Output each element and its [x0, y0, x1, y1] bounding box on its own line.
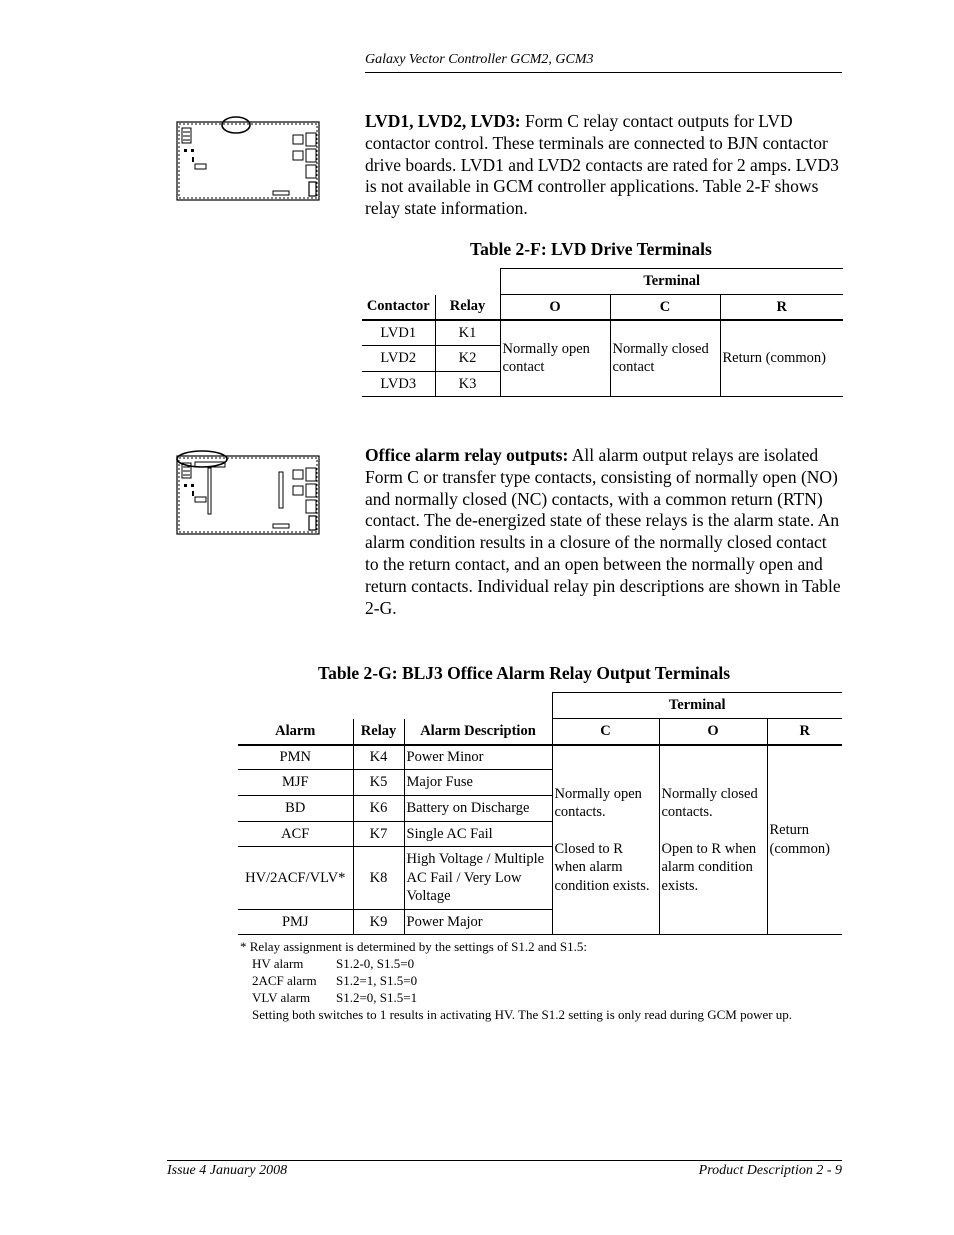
footnote-value: S1.2=0, S1.5=1 [336, 990, 418, 1005]
footnote-label: 2ACF alarm [252, 973, 317, 988]
alarm-cell: BD [238, 796, 353, 822]
table-2f-terminal-header: Terminal [500, 269, 843, 295]
o-terminal-text-1: Normally closed contacts. [661, 785, 758, 820]
footnote-row [252, 989, 840, 1006]
c-terminal-text-2: Closed to R when alarm condition exists. [554, 840, 650, 894]
table-2f-header-c: C [610, 295, 720, 320]
c-terminal-cell [552, 745, 659, 935]
table-2g [238, 692, 842, 935]
footnote-label: HV alarm [252, 956, 304, 971]
table-2f-header-relay: Relay [435, 295, 500, 320]
footer-issue: Issue 4 January 2008 [167, 1163, 288, 1178]
description-cell: Single AC Fail [404, 822, 552, 847]
controller-board-diagram-lvd [175, 115, 321, 203]
relay-cell: K5 [353, 770, 404, 796]
table-row [238, 745, 842, 770]
c-terminal-text-1: Normally open contacts. [554, 785, 642, 820]
r-terminal-cell: Return (common) [720, 320, 843, 397]
lvd-lead: LVD1, LVD2, LVD3: [365, 111, 521, 131]
relay-cell: K4 [353, 745, 404, 770]
table-2g-header-relay: Relay [353, 719, 404, 745]
table-2g-caption: Table 2-G: BLJ3 Office Alarm Relay Output Terminals [318, 663, 731, 683]
o-terminal-text-2: Open to R when alarm condition exists. [661, 840, 757, 894]
contactor-cell: LVD2 [362, 346, 435, 372]
relay-cell: K6 [353, 796, 404, 822]
table-2g-header-r: R [767, 719, 842, 745]
table-2f-header-r: R [720, 295, 843, 320]
table-2g-header-alarm: Alarm [238, 719, 353, 745]
footnote-last: Setting both switches to 1 results in activating HV. The S1.2 setting is only read during GCM power up. [252, 1007, 793, 1022]
alarm-relay-lead: Office alarm relay outputs: [365, 445, 569, 465]
description-cell: Power Major [404, 910, 552, 935]
footnote-value: S1.2-0, S1.5=0 [336, 956, 415, 971]
footnote-row [252, 972, 840, 989]
relay-cell: K7 [353, 822, 404, 847]
alarm-cell: HV/2ACF/VLV* [238, 847, 353, 910]
table-2g-header-o: O [659, 719, 767, 745]
lvd-description [365, 111, 843, 220]
description-cell: High Voltage / Multiple AC Fail / Very Low Voltage [404, 847, 552, 910]
contactor-cell: LVD3 [362, 372, 435, 397]
footer-rule [167, 1160, 842, 1161]
table-2g-terminal-header: Terminal [552, 693, 842, 719]
relay-cell: K3 [435, 372, 500, 397]
table-2f-header-o: O [500, 295, 610, 320]
relay-cell: K8 [353, 847, 404, 910]
contactor-cell: LVD1 [362, 320, 435, 346]
description-cell: Major Fuse [404, 770, 552, 796]
alarm-relay-text: All alarm output relays are isolated Form C or transfer type contacts, consisting of normally open (NO) and normally closed (NC) contacts, with a common return (RTN) contact. The de-energized state of these relays is the alarm state. An alarm condition results in a closure of the normally closed contact to the return contact, and an open between the normally open and return contacts. Individual relay pin descriptions are shown in Table 2-G. [365, 445, 841, 618]
description-cell: Power Minor [404, 745, 552, 770]
lvd-text: Form C relay contact outputs for LVD contactor control. These terminals are connected to BJN contactor drive boards. LVD1 and LVD2 contacts are rated for 2 amps. LVD3 is not available in GCM controller applications. Table 2-F shows relay state information. [365, 111, 839, 219]
footnote-intro: * Relay assignment is determined by the settings of S1.2 and S1.5: [240, 939, 587, 954]
controller-board-diagram-alarm [175, 450, 321, 536]
table-2g-header-c: C [552, 719, 659, 745]
footnote-label: VLV alarm [252, 990, 311, 1005]
relay-cell: K2 [435, 346, 500, 372]
table-2f-caption: Table 2-F: LVD Drive Terminals [470, 239, 712, 259]
running-header: Galaxy Vector Controller GCM2, GCM3 [365, 52, 594, 67]
footer-page-number: Product Description 2 - 9 [698, 1163, 842, 1178]
c-terminal-cell: Normally closed contact [610, 320, 720, 397]
alarm-cell: PMN [238, 745, 353, 770]
table-2f-header-contactor: Contactor [362, 295, 435, 320]
footnote-value: S1.2=1, S1.5=0 [336, 973, 418, 988]
alarm-relay-description [365, 445, 843, 619]
table-row [362, 320, 843, 346]
relay-cell: K1 [435, 320, 500, 346]
table-2f [362, 268, 843, 397]
alarm-cell: ACF [238, 822, 353, 847]
table-2g-footnote [240, 938, 840, 1023]
o-terminal-cell [659, 745, 767, 935]
footnote-row [252, 955, 840, 972]
alarm-cell: MJF [238, 770, 353, 796]
header-rule [365, 72, 842, 73]
alarm-cell: PMJ [238, 910, 353, 935]
o-terminal-cell: Normally open contact [500, 320, 610, 397]
r-terminal-cell: Return (common) [767, 745, 842, 935]
table-2g-header-description: Alarm Description [404, 719, 552, 745]
relay-cell: K9 [353, 910, 404, 935]
description-cell: Battery on Discharge [404, 796, 552, 822]
